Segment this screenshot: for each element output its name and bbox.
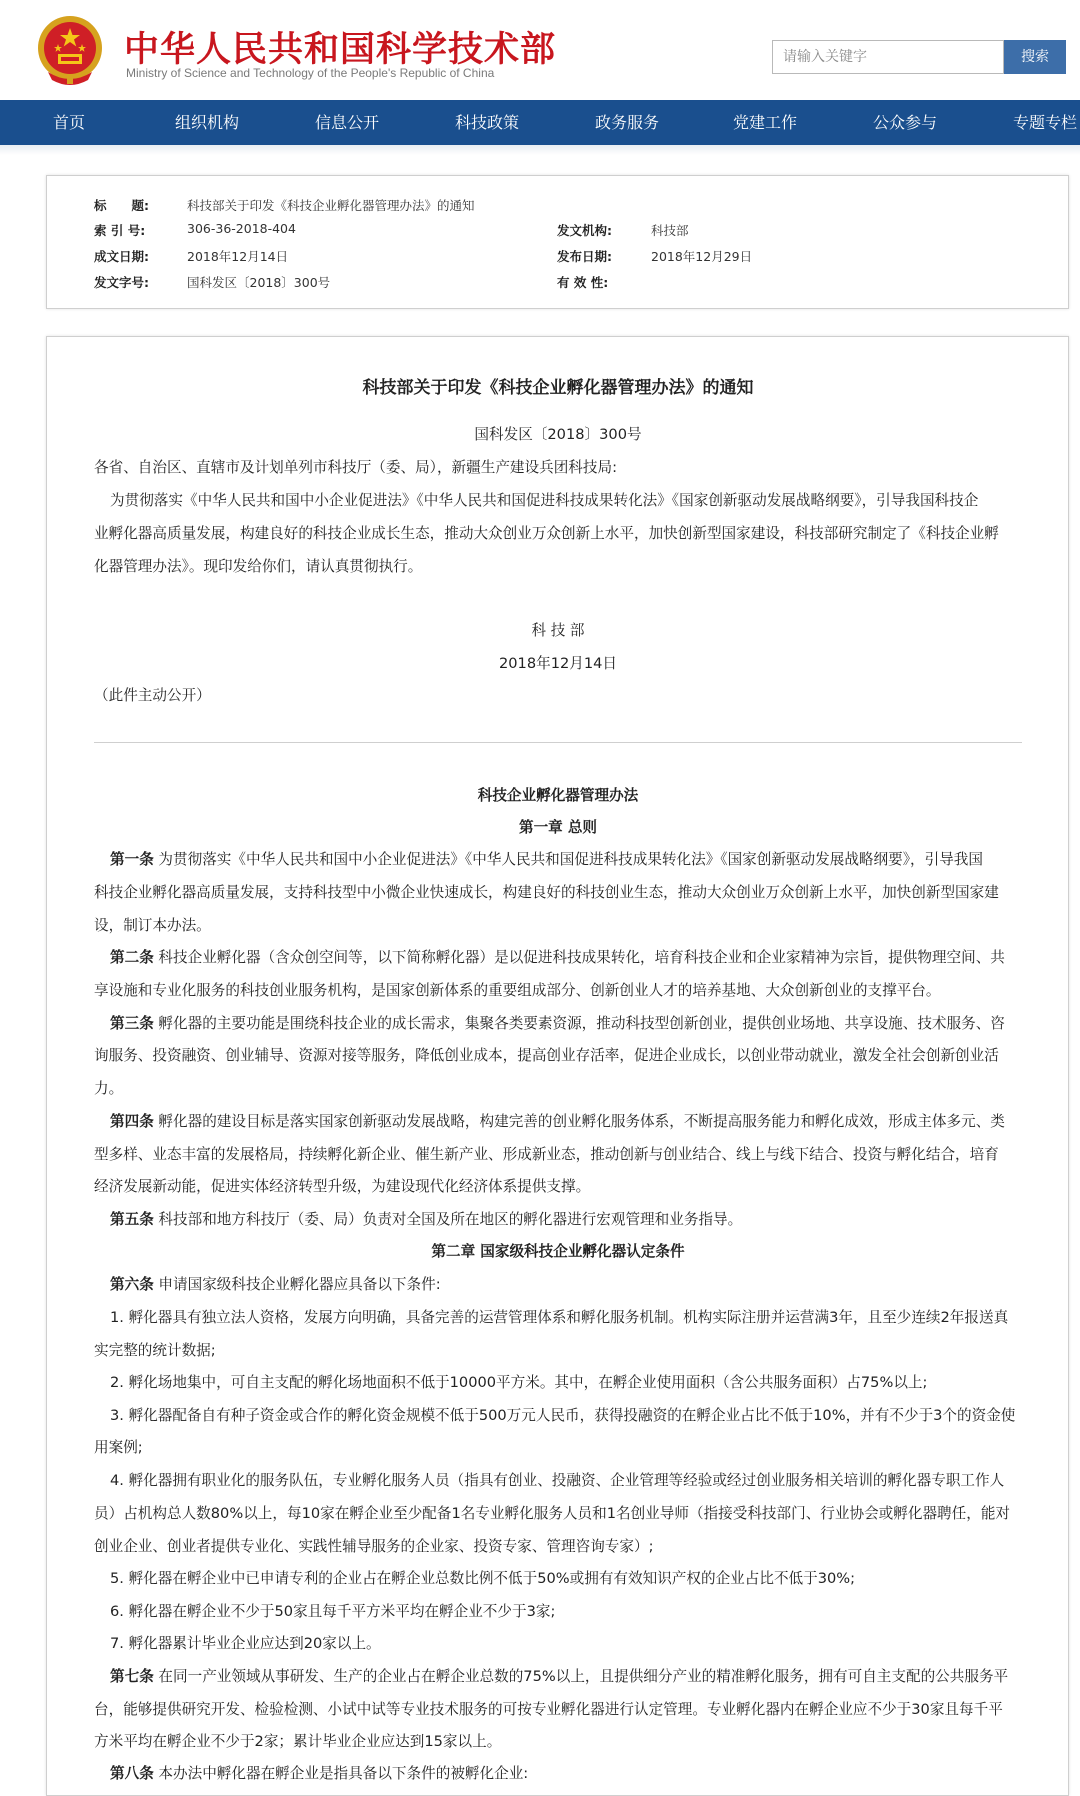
nav-item-topics[interactable]: 专题专栏 <box>1013 113 1078 132</box>
public-note: （此件主动公开） <box>94 687 211 704</box>
site-title[interactable]: 中华人民共和国科学技术部 <box>124 30 557 70</box>
article-8 <box>110 1762 528 1783</box>
article-label: 第二条 <box>110 949 154 966</box>
article-text: 为贯彻落实《中华人民共和国中小企业促进法》《中华人民共和国促进科技成果转化法》《国家创新驱动发展战略纲要》，引导我国 <box>153 851 983 868</box>
meta-title-label: 标 题: <box>94 198 149 213</box>
document-number: 国科发区〔2018〕300号 <box>474 426 642 443</box>
article-text: 科技部和地方科技厅（委、局）负责对全国及所在地区的孵化器进行宏观管理和业务指导。 <box>153 1211 743 1228</box>
document-metadata <box>46 175 1069 309</box>
signature: 科 技 部 <box>531 622 585 639</box>
divider <box>94 742 1022 743</box>
article-4 <box>110 1110 1005 1131</box>
meta-created-value: 2018年12月14日 <box>187 249 289 264</box>
meta-docno-value: 国科发区〔2018〕300号 <box>187 275 331 290</box>
meta-issuer-value: 科技部 <box>651 223 689 238</box>
article-label: 第四条 <box>110 1113 154 1130</box>
meta-index-label: 索 引 号: <box>94 223 146 238</box>
list-item: 1. 孵化器具有独立法人资格，发展方向明确，具备完善的运营管理体系和孵化服务机制。机构实际注册并运营满3年，且至少连续2年报送真 <box>110 1309 1009 1326</box>
chapter-heading: 第一章 总则 <box>518 819 598 836</box>
meta-created-label: 成文日期: <box>94 249 149 264</box>
list-item: 实完整的统计数据; <box>94 1342 216 1359</box>
article-text: 在同一产业领域从事研发、生产的企业占在孵企业总数的75%以上，且提供细分产业的精准孵化服务，拥有可自主支配的公共服务平 <box>153 1668 1009 1685</box>
article-text: 力。 <box>94 1080 124 1097</box>
list-item: 用案例; <box>94 1439 143 1456</box>
meta-published-label: 发布日期: <box>557 249 612 264</box>
signature-date: 2018年12月14日 <box>498 655 618 672</box>
article-label: 第三条 <box>110 1015 154 1032</box>
search-input[interactable]: 请输入关键字 <box>772 40 1004 74</box>
article-label: 第八条 <box>110 1765 154 1782</box>
article-6 <box>110 1273 441 1294</box>
article-text: 孵化器的主要功能是围绕科技企业的成长需求，集聚各类要素资源，推动科技型创新创业，提供创业场地、共享设施、技术服务、咨 <box>153 1015 1005 1032</box>
article-1 <box>110 848 983 869</box>
meta-docno-label: 发文字号: <box>94 275 149 290</box>
article-text: 本办法中孵化器在孵企业是指具备以下条件的被孵化企业: <box>153 1765 529 1782</box>
article-label: 第五条 <box>110 1211 154 1228</box>
intro-line: 化器管理办法》。现印发给你们，请认真贯彻执行。 <box>94 558 423 575</box>
nav-item-home[interactable]: 首页 <box>53 113 86 132</box>
meta-issuer-label: 发文机构: <box>557 223 612 238</box>
nav-item-public[interactable]: 公众参与 <box>873 113 938 132</box>
nav-shadow <box>0 145 1080 155</box>
list-item: 7. 孵化器累计毕业企业应达到20家以上。 <box>110 1635 381 1652</box>
article-text: 科技企业孵化器（含众创空间等，以下简称孵化器）是以促进科技成果转化，培育科技企业和企业家精神为宗旨，提供物理空间、共 <box>153 949 1005 966</box>
document-title: 科技部关于印发《科技企业孵化器管理办法》的通知 <box>362 378 754 398</box>
article-text: 台，能够提供研究开发、检验检测、小试中试等专业技术服务的可按专业孵化器进行认定管理。专业孵化器内在孵企业应不少于30家且每千平 <box>94 1701 1003 1718</box>
addressee: 各省、自治区、直辖市及计划单列市科技厅（委、局），新疆生产建设兵团科技局: <box>94 459 617 476</box>
article-text: 设，制订本办法。 <box>94 917 211 934</box>
site-subtitle-en: Ministry of Science and Technology of the People's Republic of China <box>126 66 495 80</box>
nav-item-party[interactable]: 党建工作 <box>733 113 798 132</box>
list-item: 创业企业、创业者提供专业化、实践性辅导服务的企业家、投资专家、管理咨询专家）; <box>94 1538 654 1555</box>
article-text: 享设施和专业化服务的科技创业服务机构，是国家创新体系的重要组成部分、创新创业人才的培养基地、大众创新创业的支撑平台。 <box>94 982 941 999</box>
nav-item-services[interactable]: 政务服务 <box>595 113 660 132</box>
article-text: 申请国家级科技企业孵化器应具备以下条件: <box>153 1276 441 1293</box>
nav-item-policy[interactable]: 科技政策 <box>455 113 520 132</box>
meta-index-value: 306-36-2018-404 <box>187 221 296 236</box>
article-2 <box>110 946 1005 967</box>
main-nav <box>0 100 1080 145</box>
rules-title: 科技企业孵化器管理办法 <box>477 787 639 804</box>
article-label: 第一条 <box>110 851 154 868</box>
meta-published-value: 2018年12月29日 <box>651 249 753 264</box>
national-emblem-icon <box>34 14 106 88</box>
article-label: 第六条 <box>110 1276 154 1293</box>
article-text: 方米平均在孵企业不少于2家；累计毕业企业应达到15家以上。 <box>94 1733 502 1750</box>
intro-line: 业孵化器高质量发展，构建良好的科技企业成长生态，推动大众创业万众创新上水平，加快创新型国家建设，科技部研究制定了《科技企业孵 <box>94 525 999 542</box>
article-5 <box>110 1208 742 1229</box>
nav-item-info-disclosure[interactable]: 信息公开 <box>315 113 380 132</box>
list-item: 4. 孵化器拥有职业化的服务队伍，专业孵化服务人员（指具有创业、投融资、企业管理等经验或经过创业服务相关培训的孵化器专职工作人 <box>110 1472 1005 1489</box>
article-text: 型多样、业态丰富的发展格局，持续孵化新企业、催生新产业、形成新业态，推动创新与创业结合、线上与线下结合、投资与孵化结合，培育 <box>94 1146 999 1163</box>
intro-line: 为贯彻落实《中华人民共和国中小企业促进法》《中华人民共和国促进科技成果转化法》《国家创新驱动发展战略纲要》，引导我国科技企 <box>110 492 979 509</box>
nav-item-organization[interactable]: 组织机构 <box>175 113 240 132</box>
list-item: 5. 孵化器在孵企业中已申请专利的企业占在孵企业总数比例不低于50%或拥有有效知识产权的企业占比不低于30%; <box>110 1570 856 1587</box>
search-button[interactable]: 搜索 <box>1004 40 1066 74</box>
article-text: 孵化器的建设目标是落实国家创新驱动发展战略，构建完善的创业孵化服务体系，不断提高服务能力和孵化成效，形成主体多元、类 <box>153 1113 1005 1130</box>
article-text: 经济发展新动能，促进实体经济转型升级，为建设现代化经济体系提供支撑。 <box>94 1178 591 1195</box>
article-text: 询服务、投资融资、创业辅导、资源对接等服务，降低创业成本，提高创业存活率，促进企业成长，以创业带动就业，激发全社会创新创业活 <box>94 1047 999 1064</box>
site-header <box>0 0 1080 100</box>
meta-validity-label: 有 效 性: <box>557 275 609 290</box>
list-item: 6. 孵化器在孵企业不少于50家且每千平方米平均在孵企业不少于3家; <box>110 1603 556 1620</box>
article-label: 第七条 <box>110 1668 154 1685</box>
article-3 <box>110 1012 1005 1033</box>
article-text: 科技企业孵化器高质量发展，支持科技型中小微企业快速成长，构建良好的科技创业生态，推动大众创业万众创新上水平，加快创新型国家建 <box>94 884 999 901</box>
list-item: 3. 孵化器配备自有种子资金或合作的孵化资金规模不低于500万元人民币，获得投融资的在孵企业占比不低于10%，并有不少于3个的资金使 <box>110 1407 1016 1424</box>
article-7 <box>110 1665 1008 1686</box>
chapter-heading: 第二章 国家级科技企业孵化器认定条件 <box>431 1243 685 1260</box>
list-item: 员）占机构总人数80%以上，每10家在孵企业至少配备1名专业孵化服务人员和1名创业导师（指接受科技部门、行业协会或孵化器聘任，能对 <box>94 1505 1011 1522</box>
list-item: 2. 孵化场地集中，可自主支配的孵化场地面积不低于10000平方米。其中，在孵企业使用面积（含公共服务面积）占75%以上; <box>110 1374 928 1391</box>
meta-title-value: 科技部关于印发《科技企业孵化器管理办法》的通知 <box>187 198 475 213</box>
